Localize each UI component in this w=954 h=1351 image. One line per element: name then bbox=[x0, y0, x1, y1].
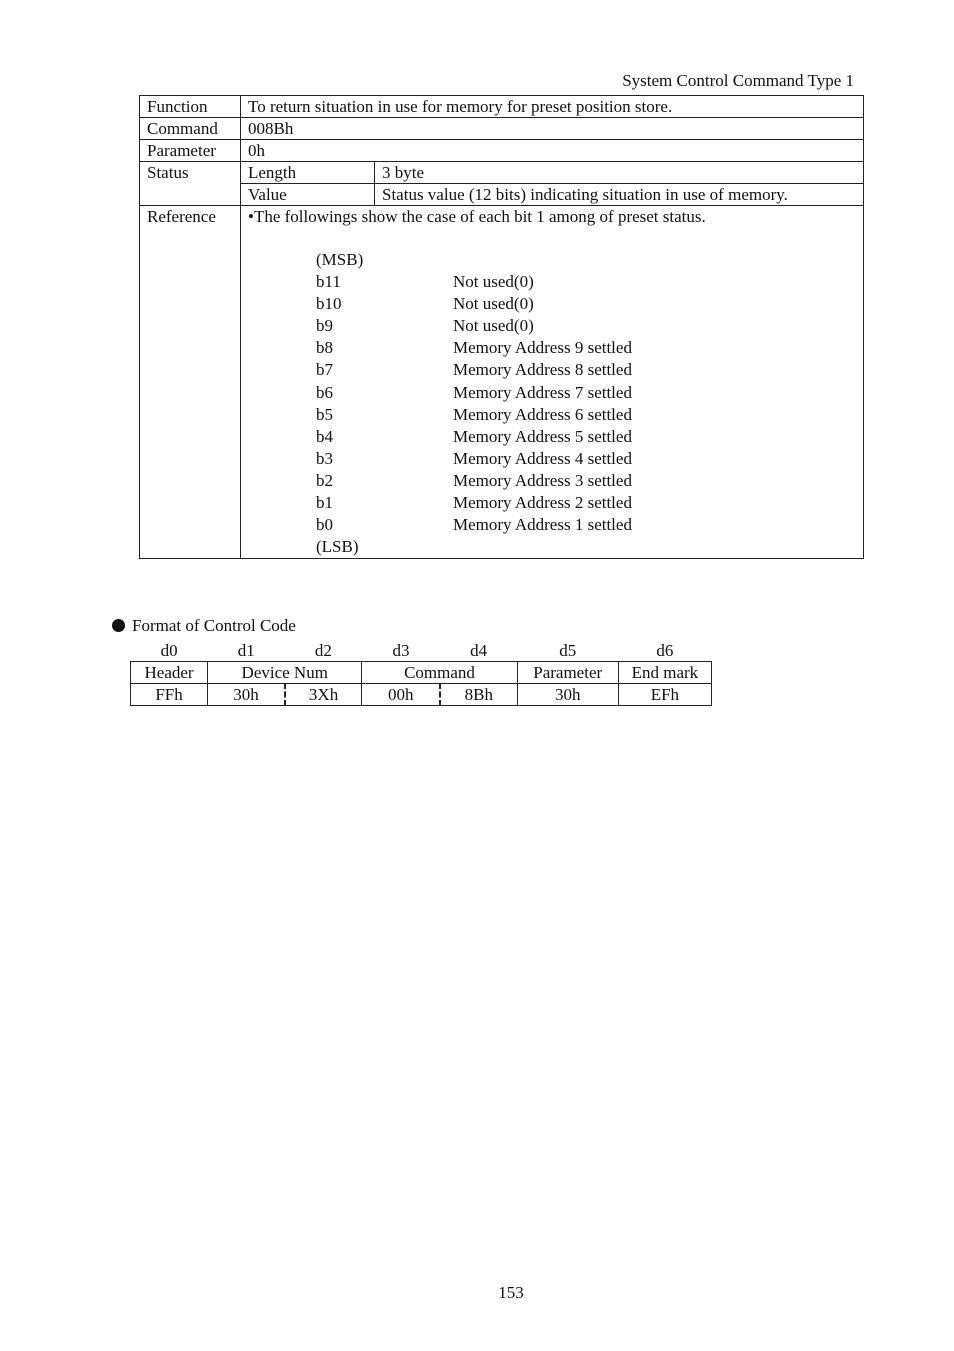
length-label: Length bbox=[241, 162, 375, 184]
bit-description: Not used(0) bbox=[453, 294, 534, 314]
byte-index: d0 bbox=[160, 641, 178, 660]
page-number: 153 bbox=[498, 1283, 524, 1302]
field-group: Header bbox=[131, 662, 208, 684]
lsb-marker: (LSB) bbox=[316, 537, 359, 557]
bit-name: b4 bbox=[316, 426, 333, 446]
parameter-row bbox=[140, 140, 864, 162]
function-label: Function bbox=[140, 96, 241, 118]
status-label: Status bbox=[140, 162, 241, 206]
bit-name: b9 bbox=[316, 316, 333, 336]
bit-description: Not used(0) bbox=[453, 316, 534, 336]
bit-name: b3 bbox=[316, 448, 333, 468]
command-label: Command bbox=[140, 118, 241, 140]
status-value-row bbox=[140, 184, 864, 206]
bit-row bbox=[316, 382, 856, 404]
bit-name: b11 bbox=[316, 272, 341, 292]
bit-name: b1 bbox=[316, 493, 333, 513]
bit-name: b5 bbox=[316, 404, 333, 424]
reference-content bbox=[241, 206, 864, 559]
reference-intro: •The followings show the case of each bit 1 among of preset status. bbox=[248, 207, 706, 226]
bit-description: Memory Address 2 settled bbox=[453, 493, 632, 513]
byte-value: 00h bbox=[362, 684, 440, 706]
function-value: To return situation in use for memory for preset position store. bbox=[241, 96, 864, 118]
bit-name: b0 bbox=[316, 515, 333, 535]
field-group: Command bbox=[362, 662, 517, 684]
format-section-title: Format of Control Code bbox=[112, 615, 296, 637]
bit-list bbox=[316, 249, 856, 558]
bit-name: b10 bbox=[316, 294, 342, 314]
status-length-row bbox=[140, 162, 864, 184]
bit-row bbox=[316, 426, 856, 448]
bit-row bbox=[316, 492, 856, 514]
bit-description: Not used(0) bbox=[453, 272, 534, 292]
bit-row bbox=[316, 271, 856, 293]
field-group: Parameter bbox=[517, 662, 618, 684]
bit-name: b6 bbox=[316, 382, 333, 402]
bit-description: Memory Address 7 settled bbox=[453, 382, 632, 402]
bit-description: Memory Address 6 settled bbox=[453, 404, 632, 424]
value-label: Value bbox=[241, 184, 375, 206]
bit-description: Memory Address 3 settled bbox=[453, 470, 632, 490]
byte-index: d5 bbox=[559, 641, 577, 660]
command-spec-table bbox=[139, 95, 864, 559]
bit-row bbox=[316, 514, 856, 536]
bit-row bbox=[316, 293, 856, 315]
bit-description: Memory Address 1 settled bbox=[453, 515, 632, 535]
byte-value: 3Xh bbox=[285, 684, 362, 706]
command-row bbox=[140, 118, 864, 140]
byte-value: FFh bbox=[131, 684, 208, 706]
bit-name: b7 bbox=[316, 360, 333, 380]
control-code-format-table bbox=[130, 640, 712, 706]
bit-row bbox=[316, 359, 856, 381]
bit-row bbox=[316, 448, 856, 470]
bit-row bbox=[316, 337, 856, 359]
bit-description: Memory Address 8 settled bbox=[453, 360, 632, 380]
byte-value-row bbox=[131, 684, 712, 706]
length-value: 3 byte bbox=[375, 162, 864, 184]
byte-index: d2 bbox=[314, 641, 332, 660]
bullet-icon bbox=[112, 619, 125, 632]
field-group: Device Num bbox=[208, 662, 362, 684]
byte-index: d1 bbox=[237, 641, 255, 660]
reference-row bbox=[140, 206, 864, 559]
byte-value: 8Bh bbox=[440, 684, 517, 706]
parameter-label: Parameter bbox=[140, 140, 241, 162]
bit-description: Memory Address 5 settled bbox=[453, 426, 632, 446]
bit-name: b8 bbox=[316, 338, 333, 358]
bit-row bbox=[316, 315, 856, 337]
byte-value: EFh bbox=[618, 684, 711, 706]
value-value: Status value (12 bits) indicating situation in use of memory. bbox=[375, 184, 864, 206]
bit-name: b2 bbox=[316, 470, 333, 490]
field-group: End mark bbox=[618, 662, 711, 684]
command-value: 008Bh bbox=[241, 118, 864, 140]
byte-index: d3 bbox=[392, 641, 410, 660]
bit-row bbox=[316, 470, 856, 492]
byte-value: 30h bbox=[517, 684, 618, 706]
bit-row bbox=[316, 404, 856, 426]
page-header: System Control Command Type 1 bbox=[622, 71, 854, 90]
byte-value: 30h bbox=[208, 684, 285, 706]
msb-marker: (MSB) bbox=[316, 250, 364, 269]
bit-description: Memory Address 4 settled bbox=[453, 448, 632, 468]
bit-rows bbox=[316, 271, 856, 536]
function-row bbox=[140, 96, 864, 118]
byte-index: d4 bbox=[470, 641, 488, 660]
byte-index: d6 bbox=[656, 641, 674, 660]
bit-description: Memory Address 9 settled bbox=[453, 338, 632, 358]
parameter-value: 0h bbox=[241, 140, 864, 162]
reference-label: Reference bbox=[140, 206, 241, 559]
byte-index-row bbox=[131, 640, 712, 662]
field-group-row bbox=[131, 662, 712, 684]
